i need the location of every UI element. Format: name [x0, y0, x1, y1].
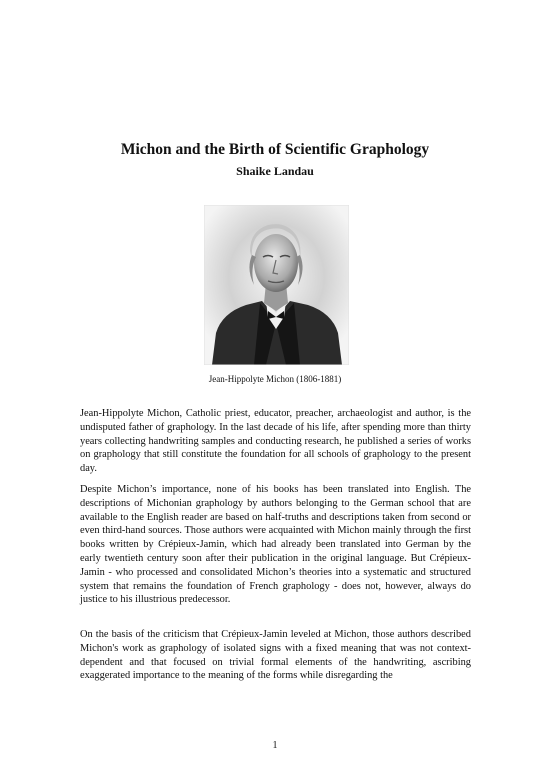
- portrait-image: [204, 205, 349, 365]
- body-paragraph: Jean-Hippolyte Michon, Catholic priest, educator, preacher, archaeologist and author, is the undisputed father of graphology. In the last decade of his life, after spending more than thirty years collecting handwriting samples and conducting research, he published a series of works on graphology that still constitute the foundation for all schools of graphology to the present day.: [80, 408, 471, 475]
- page-number: 1: [272, 740, 278, 751]
- body-paragraph: On the basis of the criticism that Crépieux-Jamin leveled at Michon, those authors described Michon's work as graphology of isolated signs with a fixed meaning that was not context-dependent and that focused on trivial formal elements of the handwriting, ascribing exaggerated importance to the meaning of the forms while disregarding the: [80, 629, 471, 682]
- body-paragraph: Despite Michon’s importance, none of his books has been translated into English. The descriptions of Michonian graphology by authors belonging to the German school that are available to the English reader are based on half-truths and descriptions taken from second or even third-hand sources. Those authors were acquainted with Michon mainly through the first books written by Crépieux-Jamin, which had already been translated into German by the early twentieth century soon after their publication in the original language. But Crépieux-Jamin - who processed and consolidated Michon’s theories into a systematic and structured system that remains the foundation of French graphology - does not, however, always do justice to his illustrious predecessor.: [80, 484, 471, 606]
- figure-caption: Jean-Hippolyte Michon (1806-1881): [208, 374, 342, 384]
- document-title: Michon and the Birth of Scientific Graphology: [120, 141, 430, 158]
- author-name: Shaike Landau: [236, 164, 314, 178]
